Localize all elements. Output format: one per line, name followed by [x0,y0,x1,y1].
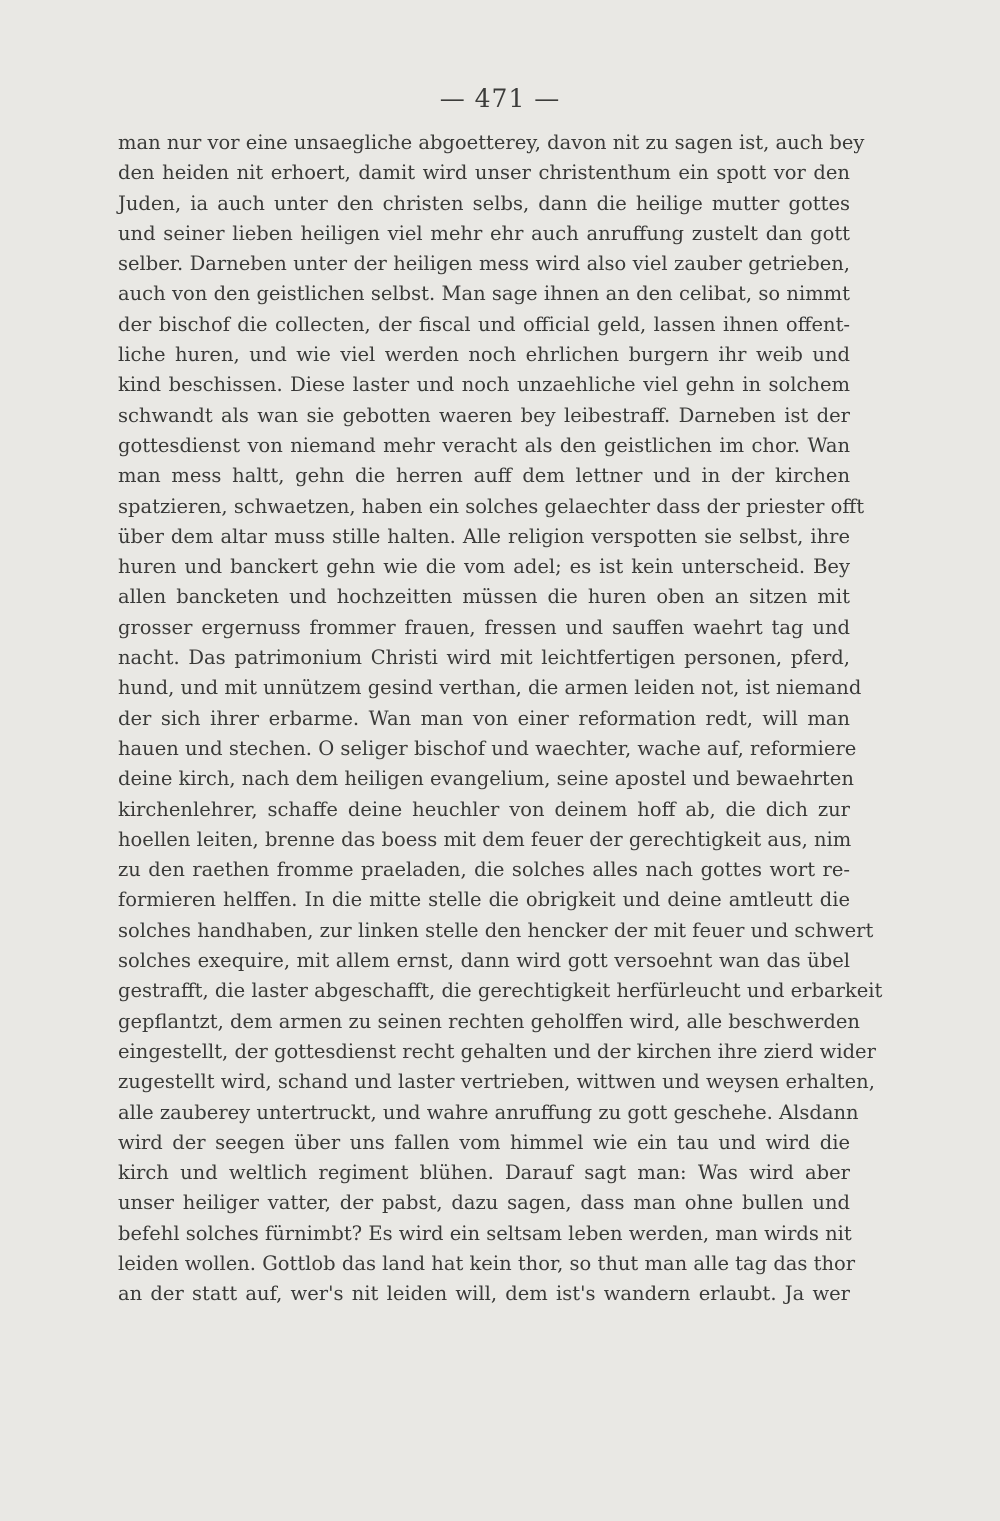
text-line: gepflantzt, dem armen zu seinen rechten geholffen wird, alle beschwerden [118,1009,860,1033]
text-line: den heiden nit erhoert, damit wird unser christenthum ein spott vor den [118,161,850,185]
text-line: hund, und mit unnützem gesind verthan, die armen leiden not, ist niemand [118,676,862,700]
text-line: hoellen leiten, brenne das boess mit dem feuer der gerechtigkeit aus, nim [118,827,852,851]
text-line: grosser ergernuss frommer frauen, fressen und sauffen waehrt tag und [118,615,850,639]
text-line: huren und banckert gehn wie die vom adel; es ist kein unterscheid. Bey [118,555,850,579]
text-line: solches handhaben, zur linken stelle den hencker der mit feuer und schwert [118,918,874,942]
text-line: schwandt als wan sie gebotten waeren bey leibestraff. Darneben ist der [118,403,850,427]
text-line: hauen und stechen. O seliger bischof und waechter, wache auf, reformiere [118,736,857,760]
text-line: alle zauberey untertruckt, und wahre anruffung zu gott geschehe. Alsdann [118,1100,859,1124]
text-line: über dem altar muss stille halten. Alle religion verspotten sie selbst, ihre [118,524,850,548]
text-line: unser heiliger vatter, der pabst, dazu sagen, dass man ohne bullen und [118,1191,850,1215]
text-line: eingestellt, der gottesdienst recht gehalten und der kirchen ihre zierd wider [118,1039,876,1063]
text-line: liche huren, und wie viel werden noch ehrlichen burgern ihr weib und [118,343,850,367]
text-line: gestrafft, die laster abgeschafft, die gerechtigkeit herfürleucht und erbarkeit [118,979,883,1003]
text-line: und seiner lieben heiligen viel mehr ehr auch anruffung zustelt dan gott [118,221,850,245]
text-line: der sich ihrer erbarme. Wan man von einer reformation redt, will man [118,706,850,730]
text-line: wird der seegen über uns fallen vom himmel wie ein tau und wird die [118,1130,850,1154]
text-line: solches exequire, mit allem ernst, dann wird gott versoehnt wan das übel [118,949,850,973]
text-line: spatzieren, schwaetzen, haben ein solches gelaechter dass der priester offt [118,494,865,518]
text-line: selber. Darneben unter der heiligen mess wird also viel zauber getrieben, [118,252,850,276]
text-line: an der statt auf, wer's nit leiden will, dem ist's wandern erlaubt. Ja wer [118,1282,850,1306]
text-line: zu den raethen fromme praeladen, die solches alles nach gottes wort re- [118,858,850,882]
text-line: gottesdienst von niemand mehr veracht als den geistlichen im chor. Wan [118,433,850,457]
body-text [118,128,883,1310]
text-line: man nur vor eine unsaegliche abgoetterey, davon nit zu sagen ist, auch bey [118,131,865,154]
text-line: kirch und weltlich regiment blühen. Darauf sagt man: Was wird aber [118,1161,850,1185]
text-line: allen bancketen und hochzeitten müssen die huren oben an sitzen mit [118,585,850,609]
text-line: auch von den geistlichen selbst. Man sage ihnen an den celibat, so nimmt [118,282,850,306]
text-line: der bischof die collecten, der fiscal und official geld, lassen ihnen offent- [118,312,850,336]
text-line: deine kirch, nach dem heiligen evangelium, seine apostel und bewaehrten [118,767,854,791]
text-line: leiden wollen. Gottlob das land hat kein thor, so thut man alle tag das thor [118,1251,856,1275]
text-line: Juden, ia auch unter den christen selbs, dann die heilige mutter gottes [118,191,850,215]
text-line: zugestellt wird, schand und laster vertrieben, wittwen und weysen erhalten, [118,1070,875,1094]
text-line: kind beschissen. Diese laster und noch unzaehliche viel gehn in solchem [118,373,850,397]
text-line: formieren helffen. In die mitte stelle die obrigkeit und deine amtleutt die [118,888,850,912]
text-line: befehl solches fürnimbt? Es wird ein seltsam leben werden, man wirds nit [118,1221,852,1245]
text-line: nacht. Das patrimonium Christi wird mit leichtfertigen personen, pferd, [118,646,850,670]
page-number: — 471 — [439,84,561,113]
text-line: kirchenlehrer, schaffe deine heuchler von deinem hoff ab, die dich zur [118,797,850,821]
text-line: man mess haltt, gehn die herren auff dem lettner und in der kirchen [118,464,850,488]
